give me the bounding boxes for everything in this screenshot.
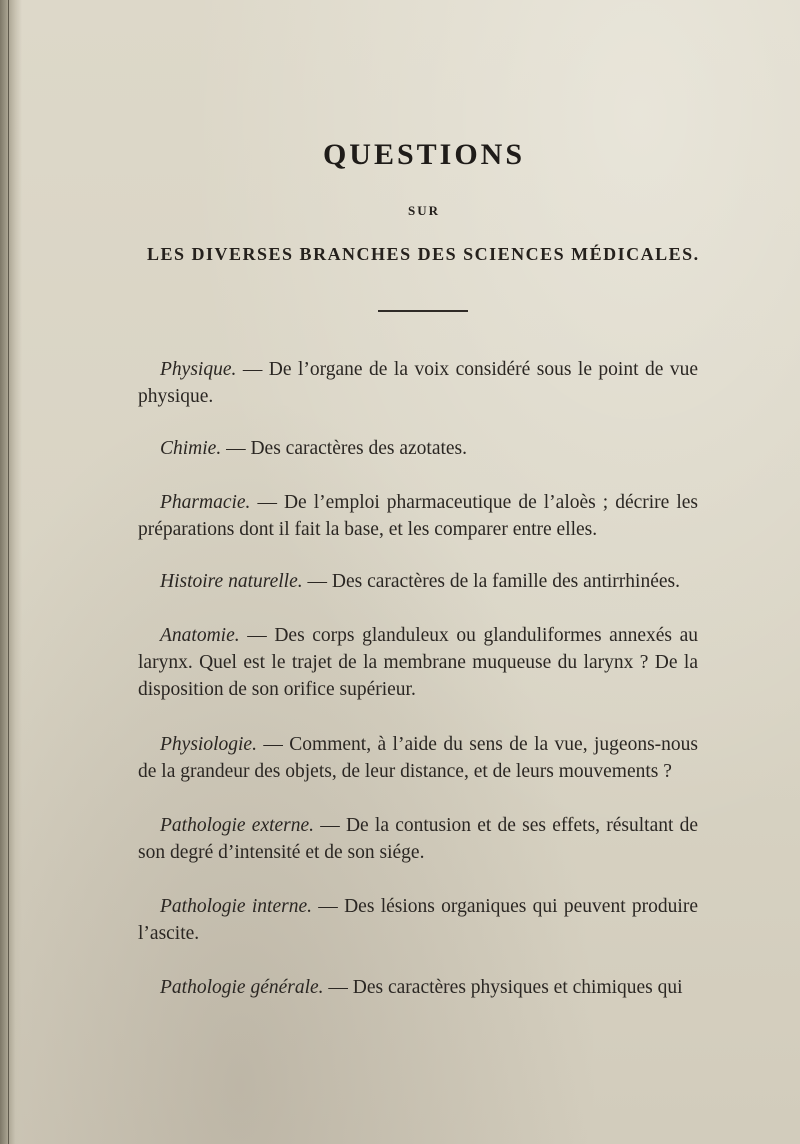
question-text: — Comment, à l’aide du sens de la vue, jugeons-nous de la grandeur des objets, de leur distance, et de leurs mouvements ? [138,734,698,782]
question-subject: Pharmacie. [160,492,251,513]
question-subject: Physiologie. [160,734,257,755]
question-physique [138,356,698,410]
title-connector: SUR [407,203,440,218]
question-histoire-naturelle [138,568,698,595]
question-subject: Histoire naturelle. [160,571,303,592]
question-text: — Des caractères des azotates. [221,438,468,459]
question-subject: Pathologie externe. [160,815,315,836]
page-title: QUESTIONS [322,138,526,171]
page-subtitle: LES DIVERSES BRANCHES DES SCIENCES MÉDICALES. [147,244,700,264]
question-text: — Des caractères de la famille des antirrhinées. [302,571,680,592]
question-physiologie [138,731,698,785]
question-pathologie-interne [138,893,698,947]
question-pharmacie [138,489,698,543]
question-subject: Physique. [160,359,237,380]
question-list [138,356,698,1001]
question-anatomie [138,622,698,703]
question-subject: Pathologie interne. [160,896,312,917]
question-subject: Anatomie. [160,625,240,646]
title-rule [378,310,468,312]
question-text: — De l’organe de la voix considéré sous le point de vue physique. [138,359,698,407]
question-text: — Des corps glanduleux ou glanduliformes annexés au larynx. Quel est le trajet de la membrane muqueuse du larynx ? De la disposition de son orifice supérieur. [138,625,698,700]
question-chimie [138,435,698,462]
question-text: — De l’emploi pharmaceutique de l’aloès ; décrire les préparations dont il fait la base, et les comparer entre elles. [138,492,698,540]
question-text: — De la contusion et de ses effets, résultant de son degré d’intensité et de son siége. [138,815,699,863]
question-pathologie-generale [138,974,698,1001]
question-subject: Chimie. [160,438,222,459]
question-text: — Des lésions organiques qui peuvent produire l’ascite. [138,896,698,944]
question-text: — Des caractères physiques et chimiques qui [323,977,683,998]
question-pathologie-externe [138,812,698,866]
question-subject: Pathologie générale. [160,977,324,998]
